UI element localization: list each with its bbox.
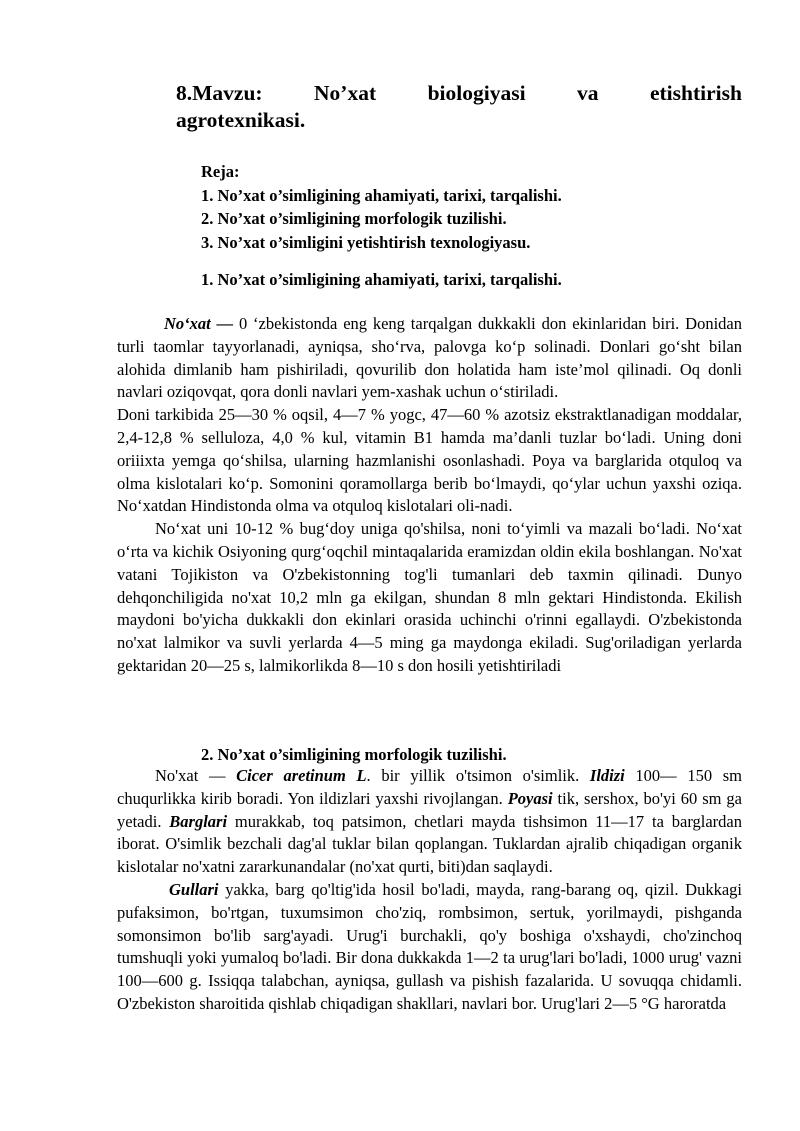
plan-block	[201, 160, 562, 254]
topic-title	[176, 80, 742, 134]
term-noxat: No‘xat —	[164, 314, 234, 333]
text-run: tik, sershox, bo'yi 60 sm ga yetadi.	[117, 788, 742, 831]
text-run: No'xat —	[155, 766, 237, 785]
paragraph	[117, 765, 742, 879]
term-poyasi: Poyasi	[507, 788, 553, 808]
plan-heading: Reja:	[201, 162, 240, 181]
paragraph: Doni tarkibida 25—30 % oqsil, 4—7 % yogc, 47—60 % azotsiz ekstraktlanadigan moddalar, 2,4-12,8 % selluloza, 4,0 % kul, vitamin B1 hamda ma’danli tuzlar bo‘ladi. Uning doni oriiixta yemga qo‘shilsa, ularning hazmlanishi osonlashadi. Poya va barglarida otquloq va olma kislotalari ko‘p. Somonini qoramollarga berib bo‘lmaydi, qo‘ylar uchun yaxshi oziqa. No‘xatdan Hindistonda olma va otquloq kislotalari oli-nadi.	[117, 405, 742, 516]
text-run: . bir yillik o'tsimon o'simlik.	[366, 766, 590, 785]
paragraph-text: 0 ‘zbekistonda eng keng tarqalgan dukkakli don ekinlaridan biri. Donidan turli taomlar tayyorlanadi, ayniqsa, sho‘rva, palovga ko‘p solinadi. Donlari go‘sht bilan alohida dimlanib ham pishiriladi, qovurilib don holatida ham iste’mol qilinadi. Oq donli navlari oziqovqat, qora donli navlari yem-xashak uchun o‘stiriladi.	[117, 314, 742, 402]
title-line-1	[176, 80, 742, 107]
title-word: etishtirish	[649, 81, 742, 105]
term-gullari: Gullari	[169, 879, 219, 899]
text-run: murakkab, toq patsimon, chetlari mayda tishsimon 11—17 ta barglardan iborat. O'simlik bezchali dag'al tuklar bilan qoplangan. Tuklardan ajralib chiqadigan organik kislotalar no'xatni zararkunandalar (no'xat qurti, biti)dan saqlaydi.	[117, 811, 742, 877]
term-ildizi: Ildizi	[589, 766, 625, 785]
text-run: yakka, barg qo'ltig'ida hosil bo'ladi, mayda, rang-barang oq, qizil. Dukkagi pufaksimon, bo'rtgan, tuxumsimon cho'ziq, rombsimon, sertuk, yorilmaydi, pishganda somonsimon bo'lib sarg'ayadi. Urug'i burchakli, qo'y boshiga o'xshaydi, cho'zinchoq tumshuqli yoki yumaloq bo'ladi. Bir dona dukkakda 1—2 ta urug'lari bo'ladi, 1000 urug' vazni 100—600 g. Issiqqa talabchan, ayniqsa, gullash va pishish fazalarida. U sovuqqa chidamli. O'zbekiston sharoitida qishlab chiqadigan shakllari, navlari bor. Urug'lari 2—5 °G haroratda	[117, 879, 742, 1013]
plan-item: 1. No’xat o’simligining ahamiyati, tarixi, tarqalishi.	[201, 185, 562, 205]
title-word: 8.Mavzu:	[176, 81, 263, 105]
section-1-heading: 1. No’xat o’simligining ahamiyati, tarixi, tarqalishi.	[201, 270, 562, 289]
paragraph	[117, 313, 742, 404]
latin-name: Cicer aretinum L	[236, 766, 367, 785]
title-word: biologiyasi	[427, 81, 526, 105]
text-run: 100— 150 sm chuqurlikka kirib boradi. Yon ildizlari yaxshi rivojlangan.	[117, 766, 743, 808]
paragraph	[117, 879, 742, 1016]
plan-item: 3. No’xat o’simligini yetishtirish texnologiyasu.	[201, 232, 531, 252]
title-word: No’xat	[314, 81, 377, 105]
section-2-heading: 2. No’xat o’simligining morfologik tuzilishi.	[201, 745, 507, 764]
term-barglari: Barglari	[169, 811, 228, 831]
plan-item: 2. No’xat o’simligining morfologik tuzilishi.	[201, 209, 507, 228]
section-1-body	[117, 313, 742, 678]
section-2-body	[117, 765, 742, 1016]
title-line-2: agrotexnikasi.	[176, 108, 306, 132]
title-word: va	[577, 81, 599, 105]
paragraph: No‘xat uni 10-12 % bug‘doy uniga qo'shilsa, noni to‘yimli va mazali bo‘ladi. No‘xat o‘rta va kichik Osiyoning qurg‘oqchil mintaqalarida eramizdan oldin ekila boshlangan. No'xat vatani Tojikiston va O'zbekistonning tog'li tumanlari deb taxmin qilinadi. Dunyo dehqonchiligida no'xat 10,2 mln ga ekilgan, shundan 8 mln gektari Hindistonda. Ekilish maydoni bo'yicha dukkakli don ekinlari orasida uchinchi o'rinni egallaydi. O'zbekistonda no'xat lalmikor va suvli yerlarda 4—5 ming ga maydonga ekiladi. Sug'oriladigan yerlarda gektaridan 20—25 s, lalmikorlikda 8—10 s don hosili yetishtiriladi	[117, 519, 742, 675]
